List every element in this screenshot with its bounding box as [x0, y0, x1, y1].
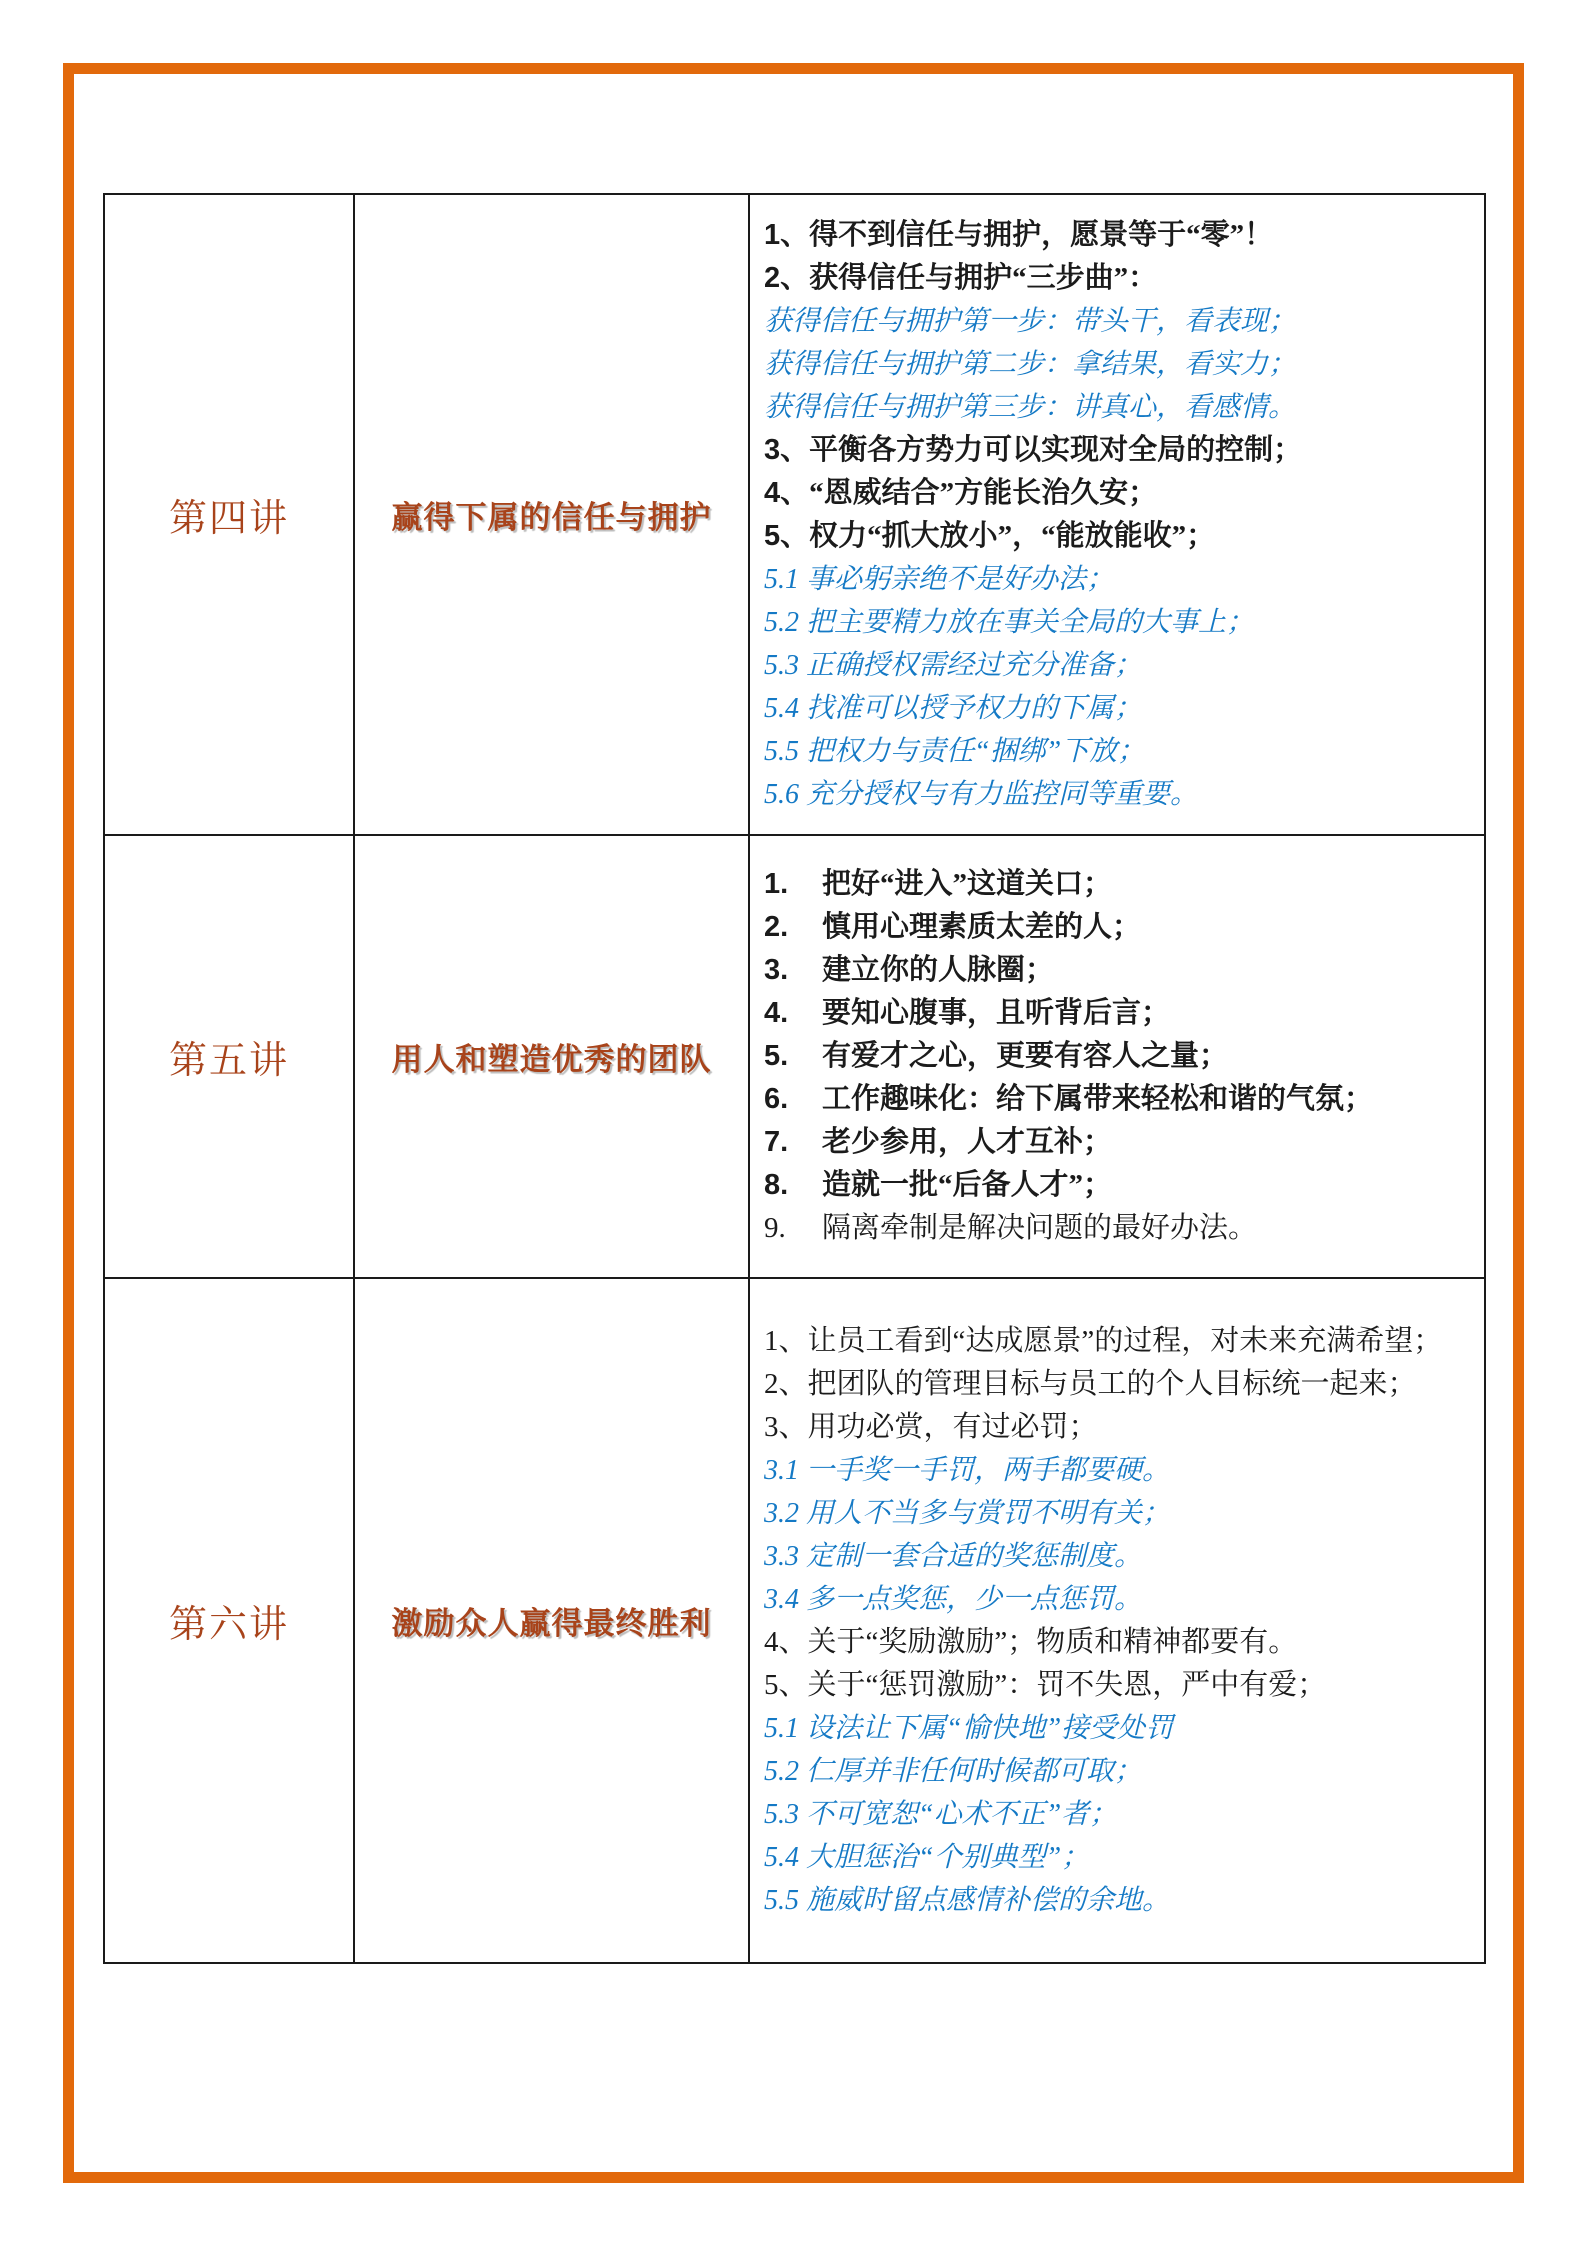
line-text: 关于“惩罚激励”：罚不失恩，严中有爱； — [807, 1668, 1327, 1701]
lecture-content — [749, 835, 1485, 1278]
content-line — [764, 601, 1472, 644]
content-line — [764, 644, 1472, 687]
line-text: 造就一批“后备人才”； — [822, 1169, 1113, 1201]
line-number: 9. — [764, 1212, 786, 1244]
line-number: 1、 — [764, 218, 810, 251]
line-text: 用功必赏，有过必罚； — [807, 1410, 1098, 1443]
content-line — [764, 1793, 1472, 1836]
line-number: 4、 — [764, 476, 810, 509]
line-number: 5、 — [764, 519, 810, 552]
content-line — [764, 386, 1472, 429]
line-text: 让员工看到“达成愿景”的过程，对未来充满希望； — [807, 1324, 1443, 1357]
content-line — [764, 687, 1472, 730]
line-text: 老少参用，人才互补； — [822, 1126, 1113, 1158]
content-line — [764, 1664, 1472, 1707]
line-number: 3、 — [764, 433, 810, 466]
line-text: 5.2 把主要精力放在事关全局的大事上； — [764, 606, 1255, 638]
lecture-title: 激励众人赢得最终胜利 — [354, 1278, 749, 1963]
line-text: 获得信任与拥护第一步：带头干，看表现； — [764, 305, 1297, 337]
line-text: 隔离牵制是解决问题的最好办法。 — [822, 1212, 1258, 1244]
line-text: 5.4 大胆惩治“个别典型”； — [764, 1841, 1090, 1873]
content-line — [764, 1035, 1472, 1078]
content-line — [764, 1121, 1472, 1164]
line-text: 权力“抓大放小”，“能放能收”； — [809, 519, 1216, 552]
content-line — [764, 1363, 1472, 1406]
line-text: 得不到信任与拥护，愿景等于“零”！ — [809, 218, 1274, 251]
content-line — [764, 1621, 1472, 1664]
lecture-outline-table — [103, 193, 1486, 1964]
content-line — [764, 1707, 1472, 1750]
line-text: 获得信任与拥护第三步：讲真心，看感情。 — [764, 391, 1297, 423]
lecture-number: 第六讲 — [104, 1278, 354, 1963]
content-line — [764, 1449, 1472, 1492]
lecture-content — [749, 194, 1485, 835]
line-text: 3.1 一手奖一手罚，两手都要硬。 — [764, 1454, 1171, 1486]
line-number: 4、 — [764, 1625, 808, 1658]
table-row — [104, 835, 1485, 1278]
line-text: 关于“奖励激励”；物质和精神都要有。 — [807, 1625, 1298, 1658]
line-text: 5.3 不可宽恕“心术不正”者； — [764, 1798, 1118, 1830]
line-text: 5.5 把权力与责任“捆绑”下放； — [764, 735, 1146, 767]
line-text: 建立你的人脉圈； — [822, 954, 1055, 986]
line-text: 5.2 仁厚并非任何时候都可取； — [764, 1755, 1143, 1787]
content-line — [764, 472, 1472, 515]
line-text: 5.6 充分授权与有力监控同等重要。 — [764, 778, 1199, 810]
content-line — [764, 992, 1472, 1035]
line-text: 慎用心理素质太差的人； — [822, 911, 1142, 943]
line-number: 2、 — [764, 261, 810, 294]
line-number: 7. — [764, 1126, 789, 1158]
line-number: 6. — [764, 1083, 789, 1115]
line-number: 1. — [764, 868, 789, 900]
content-line — [764, 300, 1472, 343]
content-line — [764, 730, 1472, 773]
line-text: 获得信任与拥护“三步曲”： — [809, 261, 1158, 294]
line-text: 平衡各方势力可以实现对全局的控制； — [809, 433, 1303, 466]
content-line — [764, 214, 1472, 257]
content-line — [764, 515, 1472, 558]
line-text: 要知心腹事，且听背后言； — [822, 997, 1171, 1029]
line-text: “恩威结合”方能长治久安； — [809, 476, 1158, 509]
line-text: 工作趣味化：给下属带来轻松和谐的气氛； — [822, 1083, 1374, 1115]
content-line — [764, 863, 1472, 906]
content-line — [764, 1207, 1472, 1250]
line-text: 3.3 定制一套合适的奖惩制度。 — [764, 1540, 1143, 1572]
lecture-table-body — [104, 194, 1485, 1963]
line-text: 5.1 事必躬亲绝不是好办法； — [764, 563, 1115, 595]
line-text: 5.3 正确授权需经过充分准备； — [764, 649, 1143, 681]
line-number: 8. — [764, 1169, 789, 1201]
lecture-title: 赢得下属的信任与拥护 — [354, 194, 749, 835]
content-line — [764, 1836, 1472, 1879]
line-text: 把团队的管理目标与员工的个人目标统一起来； — [807, 1367, 1417, 1400]
lecture-content — [749, 1278, 1485, 1963]
line-text: 有爱才之心，更要有容人之量； — [822, 1040, 1229, 1072]
content-line — [764, 1320, 1472, 1363]
line-text: 把好“进入”这道关口； — [822, 868, 1113, 900]
lecture-number: 第五讲 — [104, 835, 354, 1278]
table-row — [104, 194, 1485, 835]
line-text: 3.4 多一点奖惩，少一点惩罚。 — [764, 1583, 1143, 1615]
line-number: 2、 — [764, 1367, 808, 1400]
content-line — [764, 949, 1472, 992]
content-line — [764, 1406, 1472, 1449]
content-line — [764, 1492, 1472, 1535]
content-line — [764, 257, 1472, 300]
content-line — [764, 906, 1472, 949]
line-number: 4. — [764, 997, 789, 1029]
content-line — [764, 343, 1472, 386]
line-text: 获得信任与拥护第二步：拿结果，看实力； — [764, 348, 1297, 380]
table-row — [104, 1278, 1485, 1963]
content-line — [764, 1078, 1472, 1121]
line-number: 3、 — [764, 1410, 808, 1443]
content-line — [764, 1164, 1472, 1207]
line-number: 2. — [764, 911, 789, 943]
line-text: 5.4 找准可以授予权力的下属； — [764, 692, 1143, 724]
content-line — [764, 1535, 1472, 1578]
lecture-title: 用人和塑造优秀的团队 — [354, 835, 749, 1278]
content-line — [764, 1879, 1472, 1922]
content-line — [764, 1578, 1472, 1621]
line-text: 3.2 用人不当多与赏罚不明有关； — [764, 1497, 1171, 1529]
line-number: 1、 — [764, 1324, 808, 1357]
content-line — [764, 429, 1472, 472]
line-number: 3. — [764, 954, 789, 986]
line-number: 5. — [764, 1040, 789, 1072]
line-text: 5.1 设法让下属“愉快地”接受处罚 — [764, 1712, 1174, 1744]
line-number: 5、 — [764, 1668, 808, 1701]
content-line — [764, 558, 1472, 601]
line-text: 5.5 施威时留点感情补偿的余地。 — [764, 1884, 1171, 1916]
lecture-number: 第四讲 — [104, 194, 354, 835]
content-line — [764, 1750, 1472, 1793]
content-line — [764, 773, 1472, 816]
